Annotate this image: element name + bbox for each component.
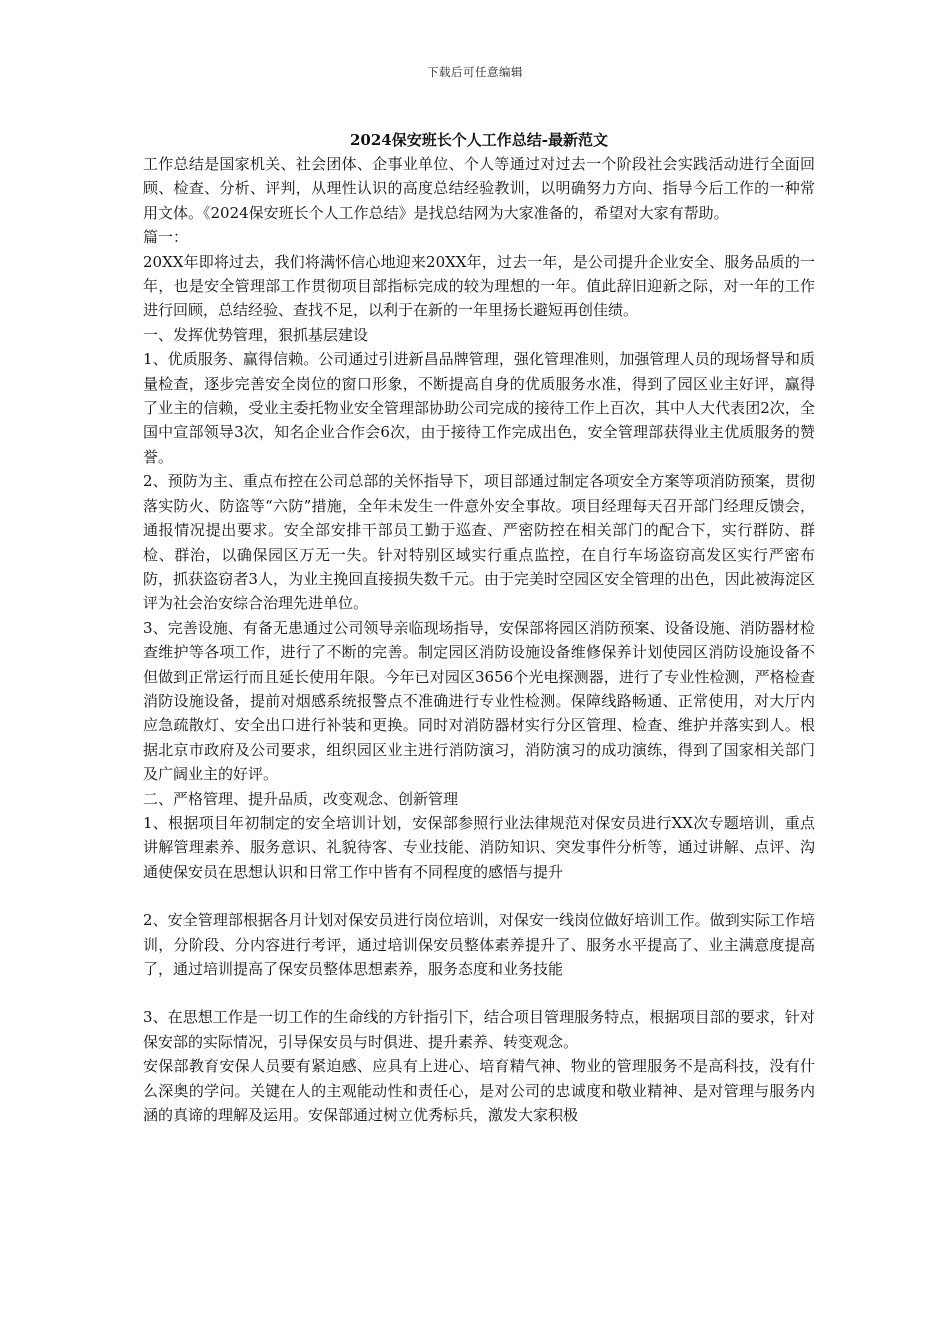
opening-paragraph: 20XX年即将过去，我们将满怀信心地迎来20XX年，过去一年，是公司提升企业安全、服务品质的一年，也是安全管理部工作贯彻项目部指标完成的较为理想的一年。值此辞旧迎新之际，对一年的工作进行回顾，总结经验、查找不足，以利于在新的一年里扬长避短再创佳绩。 <box>143 252 815 320</box>
heading-section-one: 一、发挥优势管理，狠抓基层建设 <box>143 325 369 344</box>
page-header-note: 下载后可任意编辑 <box>427 65 523 79</box>
document-body <box>143 128 815 1127</box>
document-title: 2024保安班长个人工作总结-最新范文 <box>350 131 608 149</box>
heading-section-two: 二、严格管理、提升品质，改变观念、创新管理 <box>143 789 459 808</box>
intro-paragraph: 工作总结是国家机关、社会团体、企事业单位、个人等通过对过去一个阶段社会实践活动进行全面回顾、检查、分析、评判，从理性认识的高度总结经验教训，以明确努力方向、指导今后工作的一种常用文体。《2024保安班长个人工作总结》是找总结网为大家准备的，希望对大家有帮助。 <box>143 155 815 222</box>
blank-line <box>143 981 815 1005</box>
item-paragraph: 2、预防为主、重点布控在公司总部的关怀指导下，项目部通过制定各项安全方案等项消防预案，贯彻落实防火、防盗等“六防”措施，全年未发生一件意外安全事故。项目经理每天召开部门经理反馈会，通报情况提出要求。安全部安排干部员工勤于巡查、严密防控在相关部门的配合下，实行群防、群检、群治，以确保园区万无一失。针对特别区域实行重点监控，在自行车场盗窃高发区实行严密布防，抓获盗窃者3人，为业主挽回直接损失数千元。由于完美时空园区安全管理的出色，因此被海淀区评为社会治安综合治理先进单位。 <box>143 472 815 613</box>
item-paragraph: 安保部教育安保人员要有紧迫感、应具有上进心、培育精气神、物业的管理服务不是高科技，没有什么深奥的学问。关键在人的主观能动性和责任心，是对公司的忠诚度和敬业精神、是对管理与服务内涵的真谛的理解及运用。安保部通过树立优秀标兵，激发大家积极 <box>143 1057 815 1125</box>
item-paragraph: 3、完善设施、有备无患通过公司领导亲临现场指导，安保部将园区消防预案、设备设施、消防器材检查维护等各项工作，进行了不断的完善。制定园区消防设施设备维修保养计划使园区消防设施设备不但做到正常运行而且延长使用年限。今年已对园区3656个光电探测器，进行了专业性检测，严格检查消防设施设备，提前对烟感系统报警点不准确进行专业性检测。保障线路畅通、正常使用，对大厅内应急疏散灯、安全出口进行补装和更换。同时对消防器材实行分区管理、检查、维护并落实到人。根据北京市政府及公司要求，组织园区业主进行消防演习，消防演习的成功演练，得到了国家相关部门及广阔业主的好评。 <box>143 618 815 784</box>
item-paragraph: 1、优质服务、赢得信赖。公司通过引进新昌品牌管理，强化管理准则，加强管理人员的现场督导和质量检查，逐步完善安全岗位的窗口形象，不断提高自身的优质服务水准，得到了园区业主好评，赢得了业主的信赖，受业主委托物业安全管理部协助公司完成的接待工作上百次，其中人大代表团2次，全国中宣部领导3次，知名企业合作会6次，由于接待工作完成出色，安全管理部获得业主优质服务的赞誉。 <box>143 350 815 466</box>
section-label-part-one: 篇一： <box>143 228 189 247</box>
item-paragraph: 2、安全管理部根据各月计划对保安员进行岗位培训，对保安一线岗位做好培训工作。做到实际工作培训，分阶段、分内容进行考评，通过培训保安员整体素养提升了、服务水平提高了、业主满意度提高了，通过培训提高了保安员整体思想素养，服务态度和业务技能 <box>143 911 815 978</box>
item-paragraph: 3、在思想工作是一切工作的生命线的方针指引下，结合项目管理服务特点，根据项目部的要求，针对保安部的实际情况，引导保安员与时俱进、提升素养、转变观念。 <box>143 1008 815 1051</box>
blank-line <box>143 884 815 908</box>
item-paragraph: 1、根据项目年初制定的安全培训计划，安保部参照行业法律规范对保安员进行XX次专题培训，重点讲解管理素养、服务意识、礼貌待客、专业技能、消防知识、突发事件分析等，通过讲解、点评、沟通使保安员在思想认识和日常工作中皆有不同程度的感悟与提升 <box>143 813 815 881</box>
